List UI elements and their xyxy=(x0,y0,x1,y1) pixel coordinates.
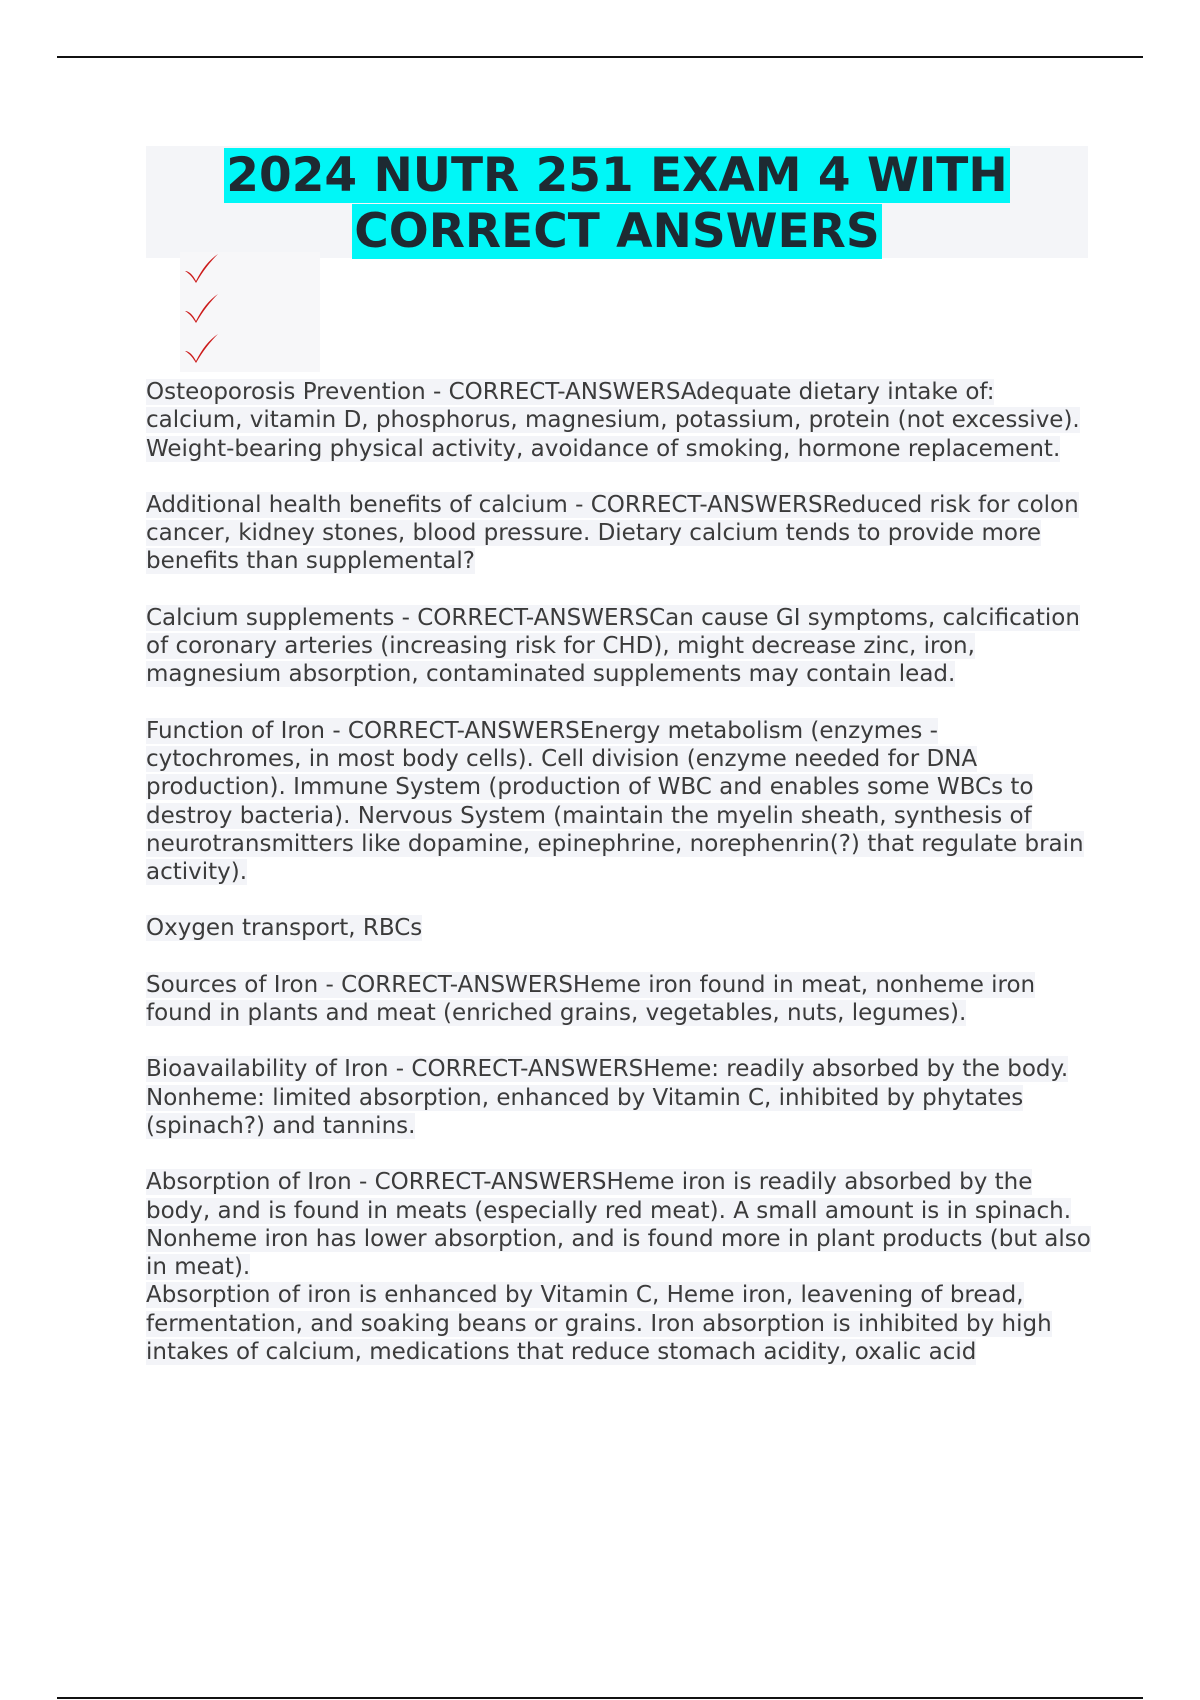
qa-function-of-iron: Function of Iron - CORRECT-ANSWERSEnergy metabolism (enzymes - cytochromes, in most body cells). Cell division (enzyme needed for DNA production). Immune System (production of WBC and enables some WBCs to destroy bacteria). Nervous System (maintain the myelin sheath, synthesis of neurotransmitters like dopamine, epinephrine, norephenrin(?) that regulate brain activity). xyxy=(146,717,1084,886)
qa-calcium-supplements: Calcium supplements - CORRECT-ANSWERSCan cause GI symptoms, calcification of coronary arteries (increasing risk for CHD), might decrease zinc, iron, magnesium absorption, contaminated supplements may contain lead. xyxy=(146,604,1080,688)
red-checkmark-icon xyxy=(182,332,220,366)
qa-bioavailability-of-iron: Bioavailability of Iron - CORRECT-ANSWERSHeme: readily absorbed by the body. Nonheme: limited absorption, enhanced by Vitamin C, inhibited by phytates (spinach?) and tannins. xyxy=(146,1056,1069,1139)
red-checkmark-icon xyxy=(182,252,220,286)
document-title xyxy=(146,146,1088,260)
red-checkmark-icon xyxy=(182,292,220,326)
qa-oxygen-transport: Oxygen transport, RBCs xyxy=(146,915,423,942)
qa-osteoporosis-prevention: Osteoporosis Prevention - CORRECT-ANSWERSAdequate dietary intake of: calcium, vitamin D, phosphorus, magnesium, potassium, protein (not excessive). Weight-bearing physical activity, avoidance of smoking, hormone replacement. xyxy=(146,379,1080,462)
qa-absorption-of-iron-continued: Absorption of iron is enhanced by Vitamin C, Heme iron, leavening of bread, fermentation, and soaking beans or grains. Iron absorption is inhibited by high intakes of calcium, medications that reduce stomach acidity, oxalic acid xyxy=(146,1282,1052,1366)
title-line-1: 2024 NUTR 251 EXAM 4 WITH xyxy=(226,148,1008,203)
top-rule xyxy=(57,56,1143,58)
qa-absorption-of-iron: Absorption of Iron - CORRECT-ANSWERSHeme iron is readily absorbed by the body, and is found in meats (especially red meat). A small amount is in spinach. Nonheme iron has lower absorption, and is found more in plant products (but also in meat). xyxy=(146,1169,1091,1281)
bottom-rule xyxy=(57,1697,1143,1699)
checkmark-group xyxy=(180,252,320,372)
document-body xyxy=(146,378,1096,1366)
title-block xyxy=(146,146,1088,258)
qa-sources-of-iron: Sources of Iron - CORRECT-ANSWERSHeme iron found in meat, nonheme iron found in plants and meat (enriched grains, vegetables, nuts, legumes). xyxy=(146,971,1036,1027)
title-line-2: CORRECT ANSWERS xyxy=(354,204,880,259)
qa-calcium-benefits: Additional health benefits of calcium - CORRECT-ANSWERSReduced risk for colon cancer, kidney stones, blood pressure. Dietary calcium tends to provide more benefits than supplemental? xyxy=(146,491,1079,575)
